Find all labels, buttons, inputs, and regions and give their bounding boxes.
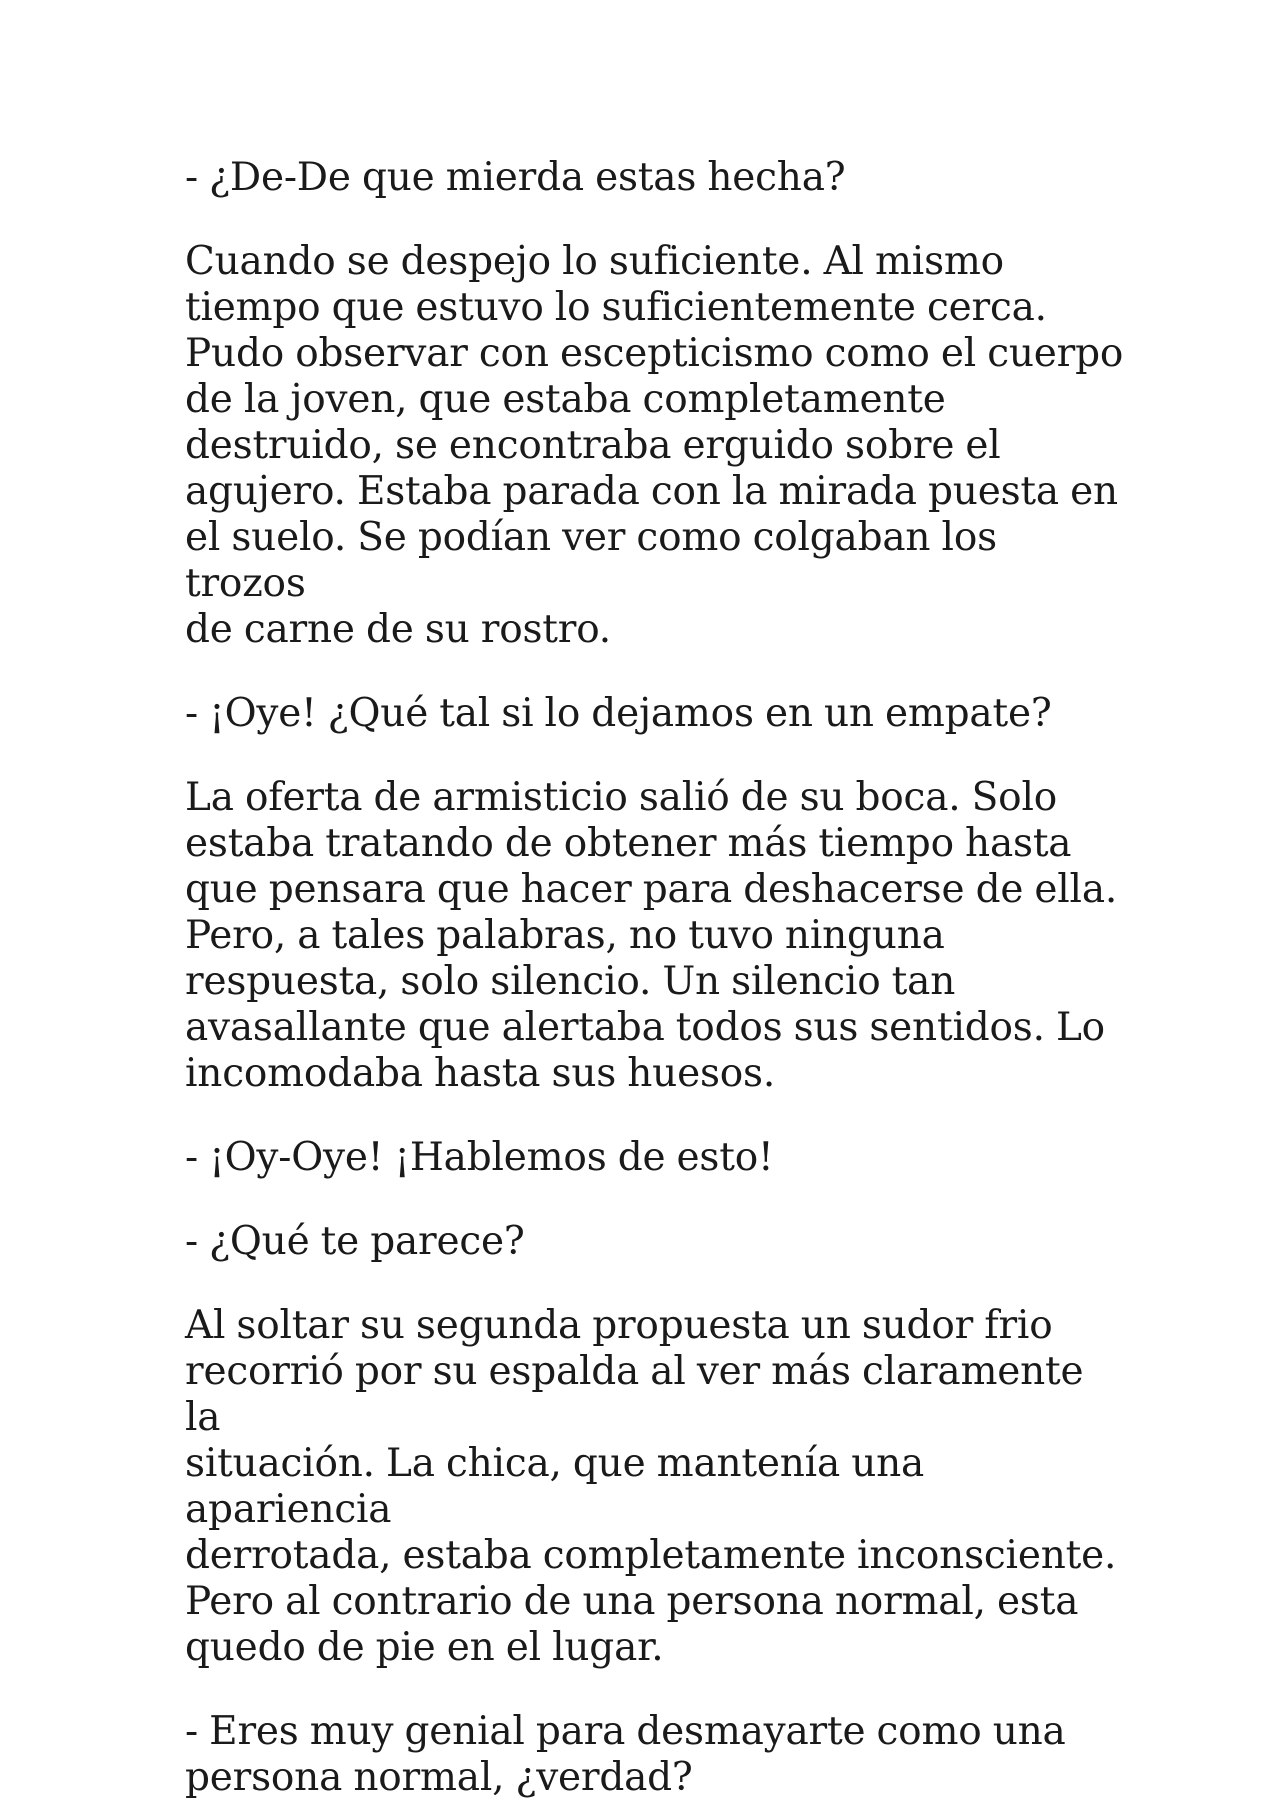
narrative-paragraph: Cuando se despejo lo suficiente. Al mismo tiempo que estuvo lo suficientemente cerca. Pudo observar con escepticismo como el cuerpo de la joven, que estaba completamente destruido, se encontraba erguido sobre el agujero. Estaba parada con la mirada puesta en el suelo. Se podían ver como colgaban los trozos de carne de su rostro. <box>185 239 1124 652</box>
dialogue-line: - ¡Oy-Oye! ¡Hablemos de esto! <box>185 1135 774 1180</box>
narrative-paragraph: La oferta de armisticio salió de su boca. Solo estaba tratando de obtener más tiempo hasta que pensara que hacer para deshacerse de ella. Pero, a tales palabras, no tuvo ninguna respuesta, solo silencio. Un silencio tan avasallante que alertaba todos sus sentidos. Lo incomodaba hasta sus huesos. <box>185 775 1118 1096</box>
dialogue-line: - ¡Oye! ¿Qué tal si lo dejamos en un empate? <box>185 691 1052 736</box>
dialogue-line: - ¿Qué te parece? <box>185 1219 525 1264</box>
dialogue-line: - ¿De-De que mierda estas hecha? <box>185 155 846 200</box>
dialogue-line: - Eres muy genial para desmayarte como una persona normal, ¿verdad? <box>185 1709 1066 1800</box>
narrative-paragraph: Al soltar su segunda propuesta un sudor frio recorrió por su espalda al ver más claramente la situación. La chica, que mantenía una apariencia derrotada, estaba completamente inconsciente. Pero al contrario de una persona normal, esta quedo de pie en el lugar. <box>185 1303 1117 1670</box>
document-page <box>185 155 1125 1801</box>
